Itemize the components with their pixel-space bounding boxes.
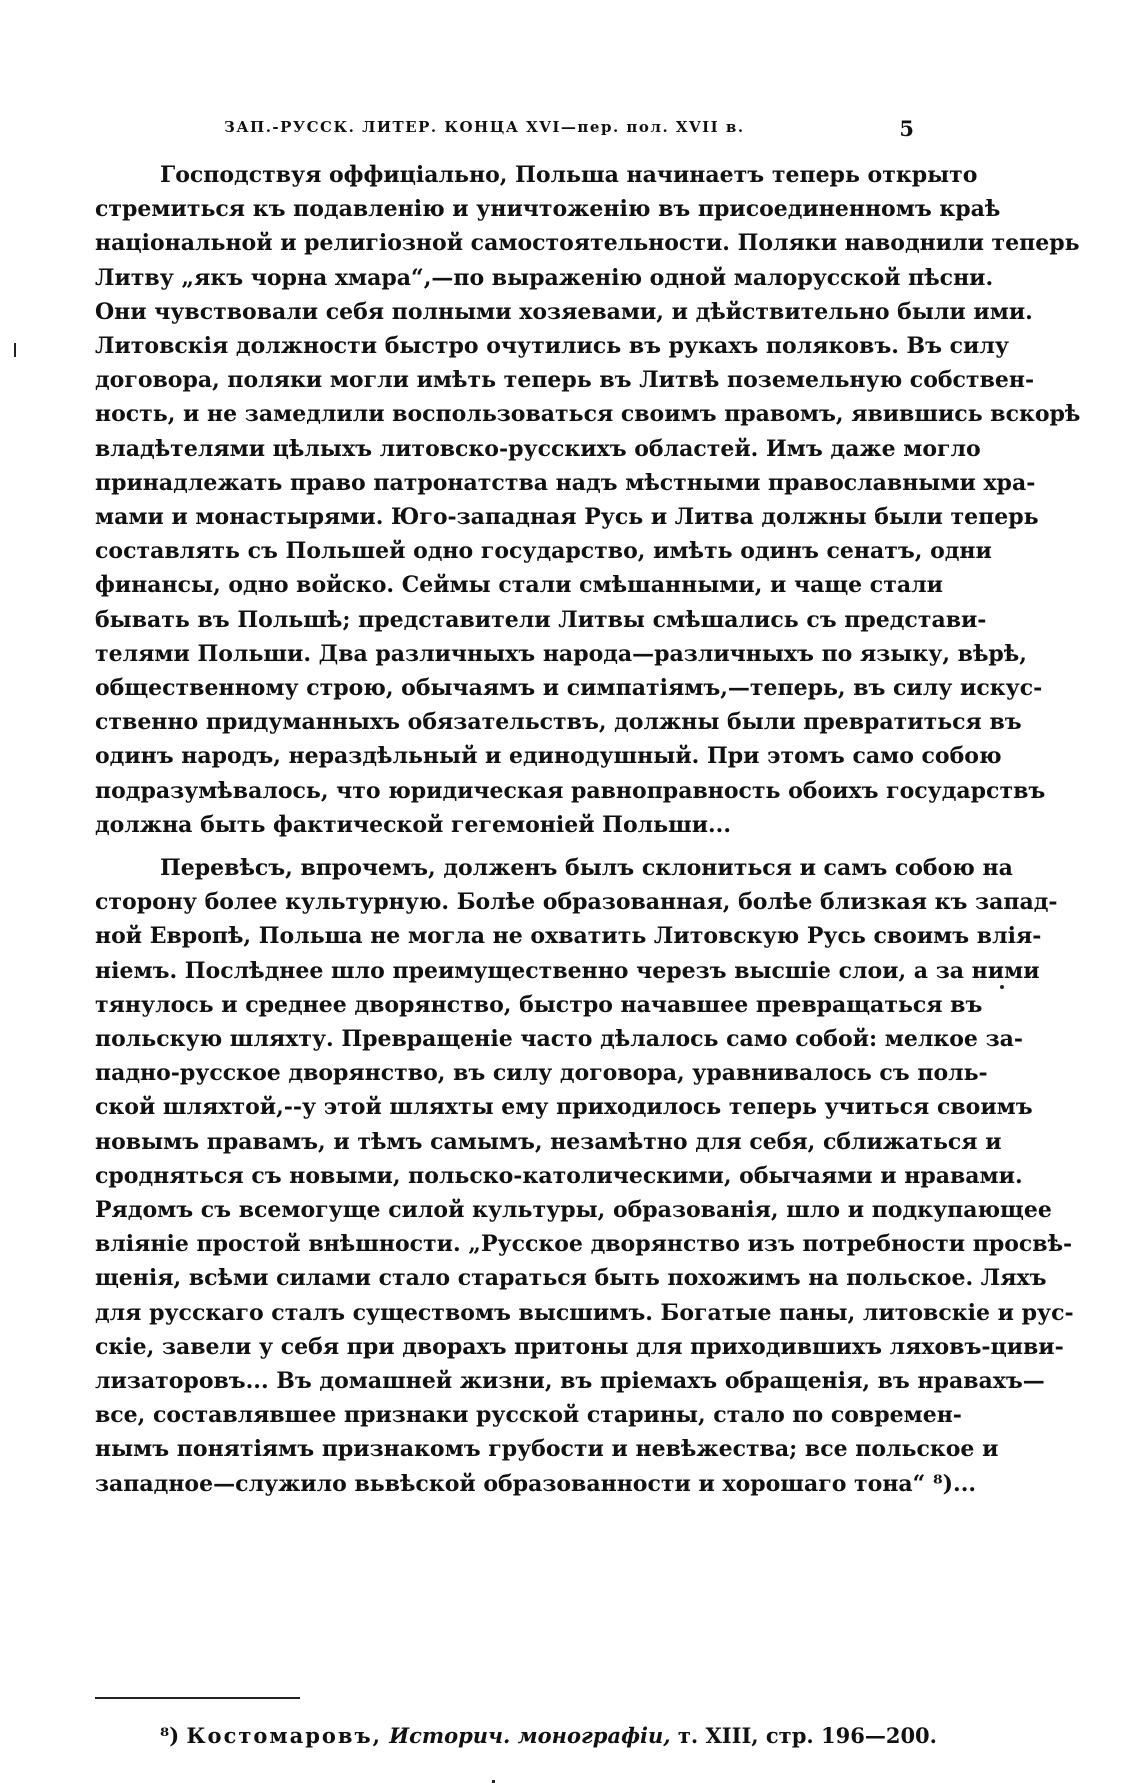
running-title: ЗАП.-РУССК. ЛИТЕР. КОНЦА XVI—пер. пол. XVII в. xyxy=(224,118,745,136)
text-line: ской шляхтой,--у этой шляхты ему приходилось теперь учиться своимъ xyxy=(95,1094,1033,1121)
text-line: національной и религіозной самостоятельности. Поляки наводнили теперь xyxy=(95,230,1080,257)
running-header xyxy=(224,118,914,142)
text-line: Перевѣсъ, впрочемъ, долженъ былъ склониться и самъ собою на xyxy=(160,855,1013,881)
text-line: общественному строю, обычаямъ и симпатіямъ,—теперь, въ силу искус- xyxy=(95,675,1043,701)
text-line: ность, и не замедлили воспользоваться своимъ правомъ, явившись вскорѣ xyxy=(95,401,1081,428)
text-line: Рядомъ съ всемогуще силой культуры, образованія, шло и подкупающее xyxy=(95,1197,1052,1223)
text-line: стремиться къ подавленію и уничтоженію въ присоединенномъ краѣ xyxy=(95,196,1001,223)
print-speck xyxy=(14,343,16,357)
text-line: Литовскія должности быстро очутились въ рукахъ поляковъ. Въ силу xyxy=(95,333,1009,359)
footnote xyxy=(160,1722,937,1750)
text-line: скіе, завели у себя при дворахъ притоны для приходившихъ ляховъ-циви- xyxy=(95,1333,1064,1360)
text-line: Литву „якъ чорна хмара“,—по выраженію одной малорусской пѣсни. xyxy=(95,264,994,291)
footnote-ref: т. XIII, стр. 196—200. xyxy=(677,1723,937,1748)
footnote-marker: ⁸) xyxy=(160,1723,180,1748)
text-line: новымъ правамъ, и тѣмъ самымъ, незамѣтно для себя, сближаться и xyxy=(95,1128,1002,1155)
text-line: должна быть фактической гегемоніей Польши... xyxy=(95,811,732,838)
text-line: подразумѣвалось, что юридическая равноправность обоихъ государствъ xyxy=(95,777,1046,804)
text-line: принадлежать право патронатства надъ мѣстными православными хра- xyxy=(95,469,1036,496)
text-line: для русскаго сталъ существомъ высшимъ. Богатые паны, литовскіе и рус- xyxy=(95,1299,1074,1326)
text-line: сторону более культурную. Болѣе образованная, болѣе близкая къ запад- xyxy=(95,889,1058,916)
text-line: падно-русское дворянство, въ силу договора, уравнивалось съ поль- xyxy=(95,1060,988,1087)
text-line: лизаторовъ... Въ домашней жизни, въ пріемахъ обращенія, въ нравахъ— xyxy=(95,1368,1045,1394)
text-line: тянулось и среднее дворянство, быстро начавшее превращаться въ xyxy=(95,991,983,1018)
text-line: телями Польши. Два различныхъ народа—различныхъ по языку, вѣрѣ, xyxy=(95,640,1027,667)
text-line: финансы, одно войско. Сеймы стали смѣшанными, и чаще стали xyxy=(95,572,943,599)
text-line: Господствуя оффиціально, Польша начинаетъ теперь открыто xyxy=(160,162,978,188)
text-line: ственно придуманныхъ обязательствъ, должны были превратиться въ xyxy=(95,709,1022,736)
text-line: договора, поляки могли имѣть теперь въ Литвѣ поземельную собствен- xyxy=(95,367,1035,394)
text-line: ной Европѣ, Польша не могла не охватить Литовскую Русь своимъ влія- xyxy=(95,923,1042,950)
text-line: все, составлявшее признаки русской старины, стало по современ- xyxy=(95,1402,962,1429)
text-line: мами и монастырями. Юго-западная Русь и Литва должны были теперь xyxy=(95,504,1039,530)
text-line: бывать въ Польшѣ; представители Литвы смѣшались съ представи- xyxy=(95,606,987,633)
text-line: сродняться съ новыми, польско-католическими, обычаями и нравами. xyxy=(95,1162,1023,1189)
text-line: нымъ понятіямъ признакомъ грубости и невѣжества; все польское и xyxy=(95,1436,999,1463)
footnote-rule xyxy=(95,1697,300,1699)
text-line: Они чувствовали себя полными хозяевами, и дѣйствительно были ими. xyxy=(95,298,1033,325)
footnote-work: Историч. монографіи, xyxy=(389,1723,671,1748)
page-number: 5 xyxy=(899,116,914,141)
text-line: ніемъ. Послѣднее шло преимущественно черезъ высшіе слои, а за ними xyxy=(95,957,1040,984)
text-line: одинъ народъ, нераздѣльный и единодушный. При этомъ само собою xyxy=(95,743,1002,770)
text-line: западное—служило вьвѣской образованности и хорошаго тона“ ⁸)... xyxy=(95,1470,977,1497)
text-line: щенія, всѣми силами стало стараться быть похожимъ на польское. Ляхъ xyxy=(95,1265,1047,1292)
print-speck xyxy=(1000,985,1004,989)
text-line: составлять съ Польшей одно государство, имѣть одинъ сенатъ, одни xyxy=(95,538,992,565)
footnote-author: Костомаровъ, xyxy=(186,1723,382,1748)
text-line: владѣтелями цѣлыхъ литовско-русскихъ областей. Имъ даже могло xyxy=(95,435,981,462)
text-line: вліяніе простой внѣшности. „Русское дворянство изъ потребности просвѣ- xyxy=(95,1231,1073,1258)
text-line: польскую шляхту. Превращеніе часто дѣлалось само собой: мелкое за- xyxy=(95,1026,1024,1052)
